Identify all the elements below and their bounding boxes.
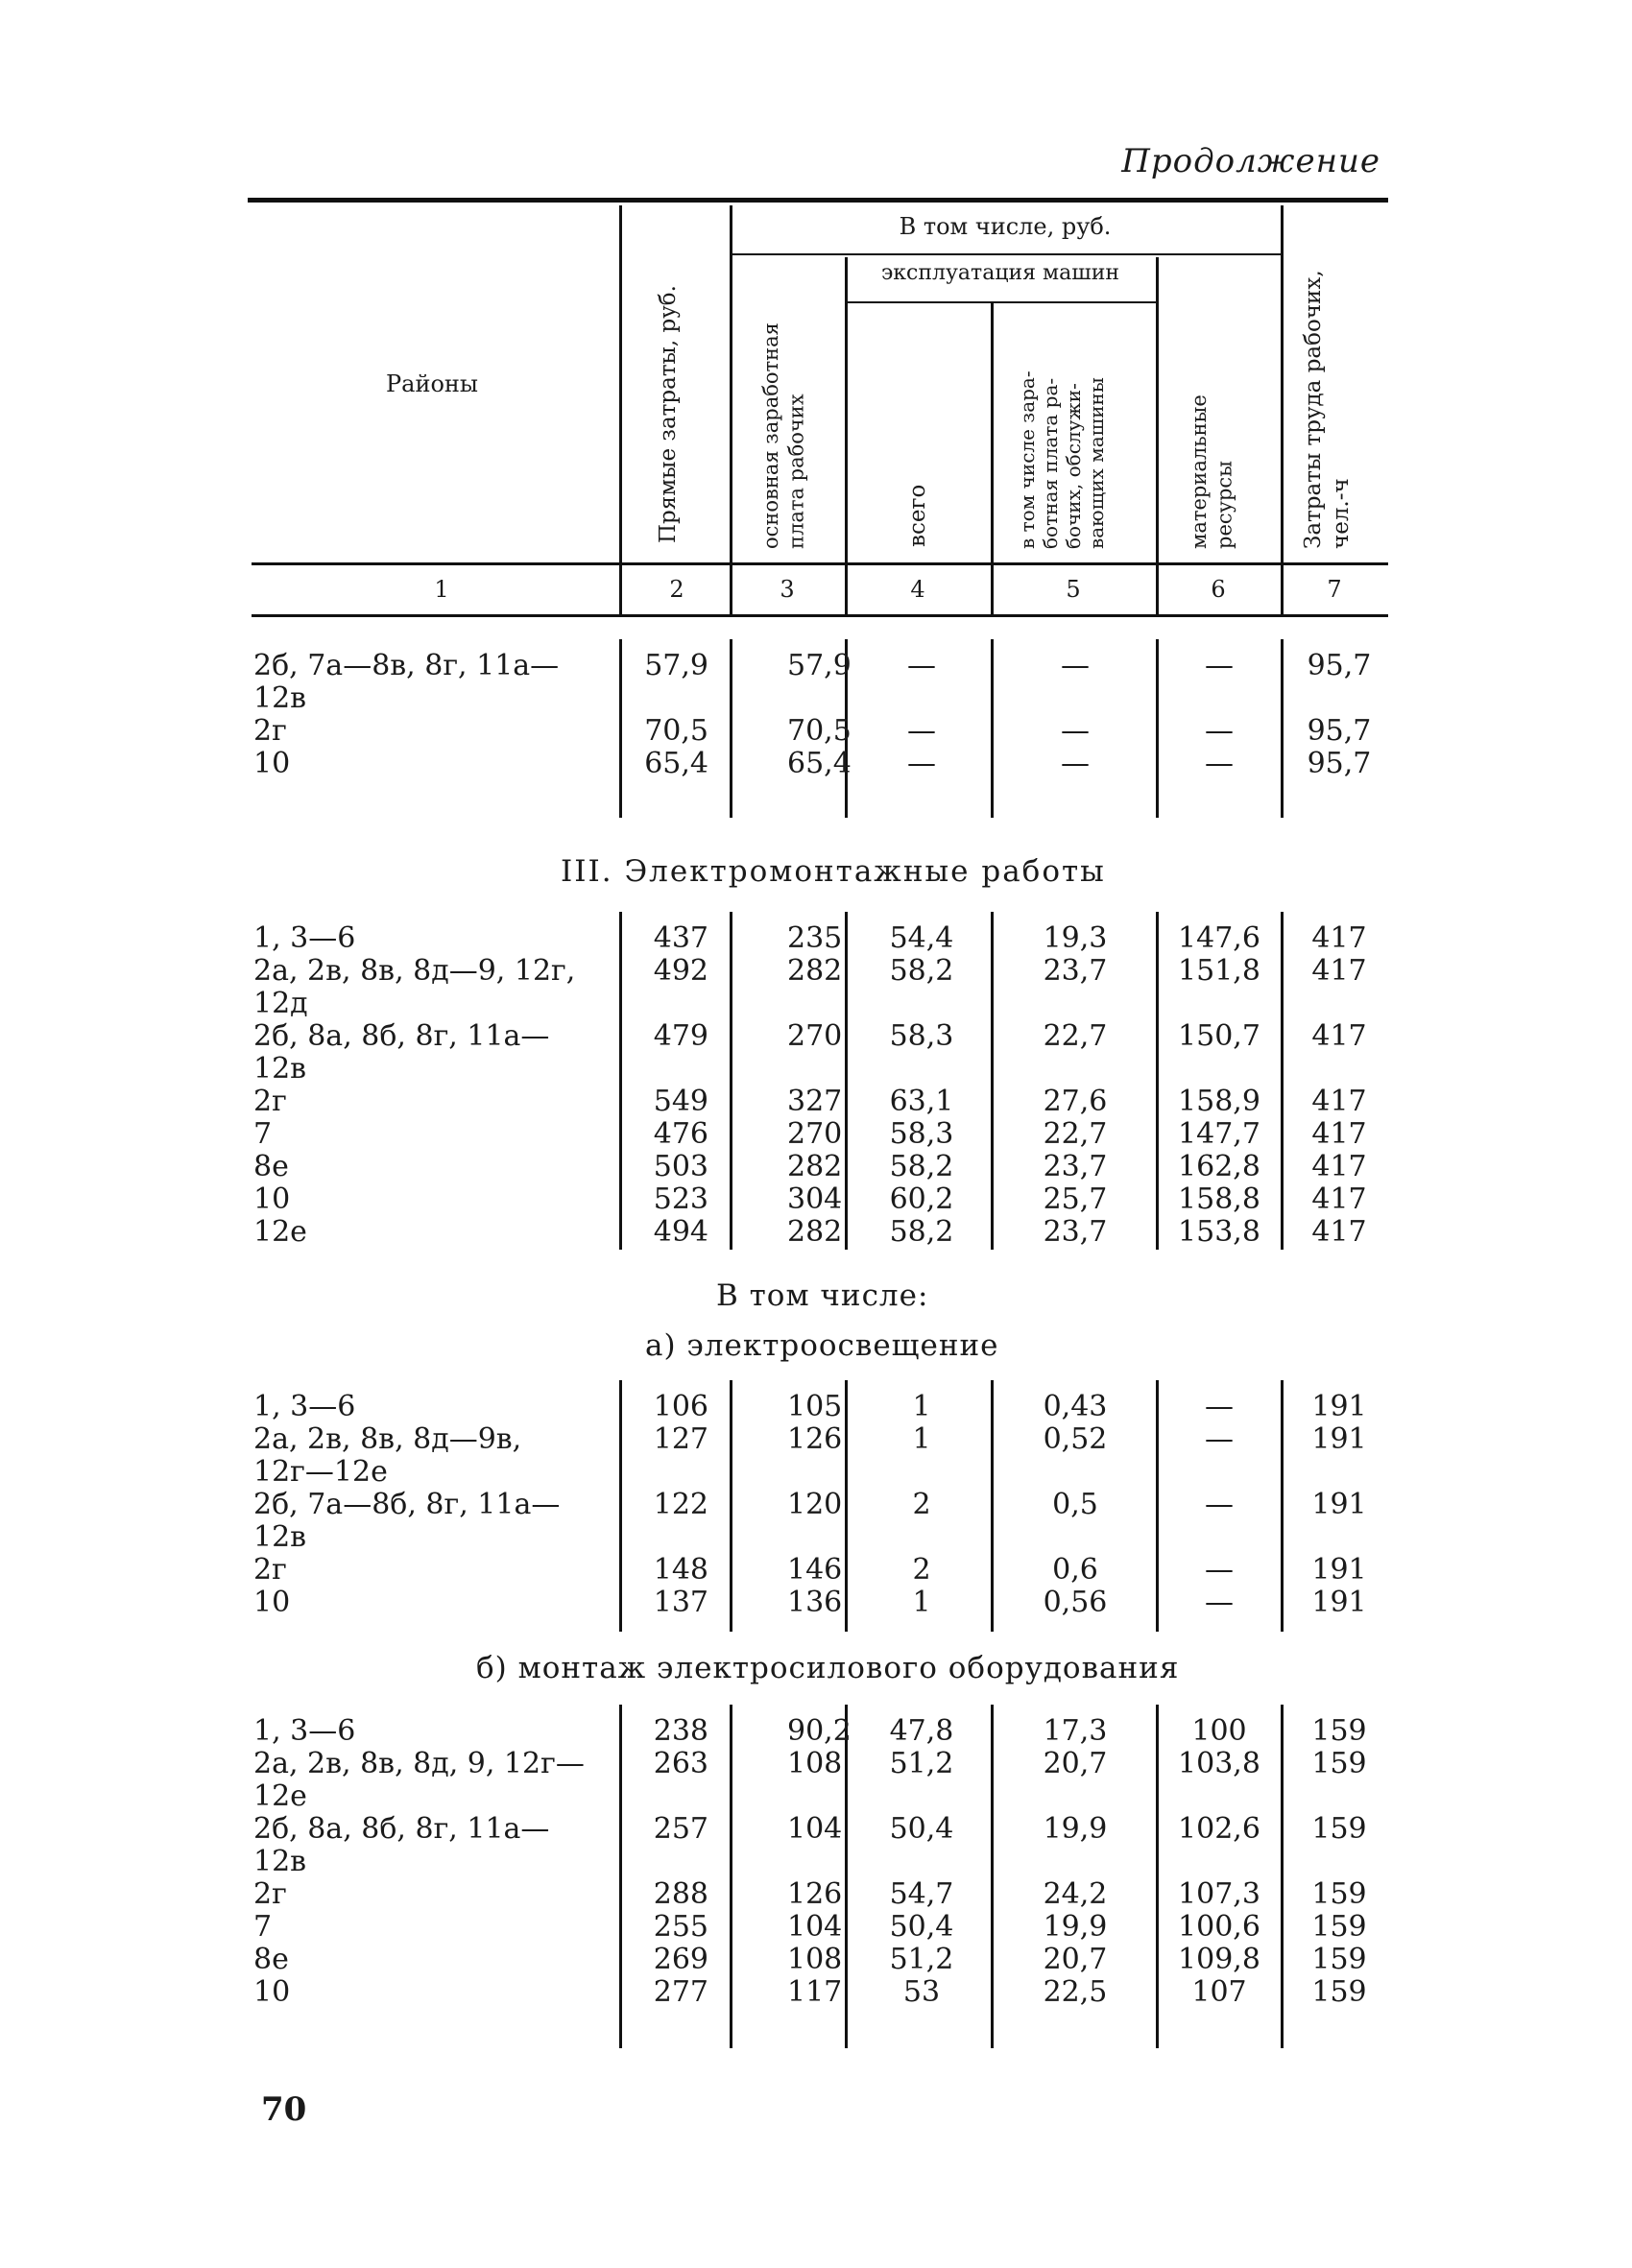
value-cell-c2: 57,9 — [644, 649, 708, 682]
value-cell-c3: 120 — [787, 1488, 843, 1521]
value-cell-c2: 523 — [653, 1182, 708, 1216]
value-cell-c7: 191 — [1311, 1553, 1367, 1587]
header-materials: материальные ресурсы — [1188, 394, 1236, 549]
section-title: III. Электромонтажные работы — [561, 854, 1106, 889]
value-cell-c3: 126 — [787, 1422, 843, 1456]
column-number: 1 — [434, 576, 449, 603]
value-cell-c5: — — [1061, 649, 1090, 682]
value-cell-c4: 58,3 — [889, 1019, 954, 1053]
value-cell-c6: 150,7 — [1178, 1019, 1260, 1053]
value-cell-c5: 23,7 — [1043, 1215, 1108, 1249]
value-cell-c2: 238 — [653, 1714, 708, 1748]
region-cell-continuation: 12в — [253, 1052, 307, 1086]
header-group-main: В том числе, руб. — [899, 213, 1112, 240]
column-divider — [730, 1380, 732, 1632]
group-rule — [730, 253, 1281, 255]
value-cell-c2: 106 — [653, 1390, 708, 1423]
region-cell-continuation: 12в — [253, 681, 307, 715]
subgroup-rule — [845, 301, 1156, 303]
value-cell-c7: 417 — [1311, 1085, 1367, 1118]
value-cell-c4: 51,2 — [889, 1747, 954, 1780]
value-cell-c2: 503 — [653, 1150, 708, 1183]
value-cell-c5: 23,7 — [1043, 1150, 1108, 1183]
value-cell-c6: — — [1205, 1553, 1234, 1587]
value-cell-c6: — — [1205, 714, 1234, 748]
value-cell-c5: 0,43 — [1043, 1390, 1108, 1423]
header-direct-costs: Прямые затраты, руб. — [656, 285, 681, 543]
value-cell-c4: 50,4 — [889, 1910, 954, 1944]
subsection-title: а) электроосвещение — [645, 1328, 999, 1363]
value-cell-c4: 54,7 — [889, 1877, 954, 1911]
region-cell: 2б, 8а, 8б, 8г, 11а— — [253, 1019, 550, 1053]
value-cell-c3: 282 — [787, 1215, 843, 1249]
value-cell-c4: 51,2 — [889, 1943, 954, 1976]
value-cell-c3: 108 — [787, 1747, 843, 1780]
region-cell: 2б, 7а—8б, 8г, 11а— — [253, 1488, 561, 1521]
header-regions: Районы — [386, 370, 478, 397]
value-cell-c7: 159 — [1311, 1943, 1367, 1976]
region-cell: 1, 3—6 — [253, 1390, 356, 1423]
region-cell: 1, 3—6 — [253, 921, 356, 955]
region-cell-continuation: 12д — [253, 987, 308, 1020]
value-cell-c7: 191 — [1311, 1488, 1367, 1521]
value-cell-c4: 47,8 — [889, 1714, 954, 1748]
value-cell-c5: 27,6 — [1043, 1085, 1108, 1118]
value-cell-c3: 70,5 — [787, 714, 852, 748]
header-wages: основная заработная плата рабочих — [759, 322, 808, 549]
value-cell-c7: 417 — [1311, 1150, 1367, 1183]
value-cell-c5: 17,3 — [1043, 1714, 1108, 1748]
value-cell-c4: 60,2 — [889, 1182, 954, 1216]
value-cell-c6: — — [1205, 1390, 1234, 1423]
value-cell-c7: 191 — [1311, 1422, 1367, 1456]
value-cell-c7: 417 — [1311, 954, 1367, 988]
value-cell-c2: 148 — [653, 1553, 708, 1587]
value-cell-c7: 159 — [1311, 1714, 1367, 1748]
value-cell-c2: 255 — [653, 1910, 708, 1944]
value-cell-c5: 19,3 — [1043, 921, 1108, 955]
value-cell-c7: 417 — [1311, 1019, 1367, 1053]
value-cell-c4: 58,2 — [889, 1215, 954, 1249]
header-machine-wages: в том числе зара- ботная плата ра- бочих, обслужи- вающих машины — [1016, 370, 1108, 549]
value-cell-c7: 95,7 — [1307, 714, 1372, 748]
value-cell-c4: 63,1 — [889, 1085, 954, 1118]
value-cell-c7: 159 — [1311, 1975, 1367, 2009]
value-cell-c2: 70,5 — [644, 714, 708, 748]
region-cell-continuation: 12в — [253, 1520, 307, 1554]
value-cell-c7: 417 — [1311, 921, 1367, 955]
value-cell-c6: — — [1205, 747, 1234, 780]
value-cell-c5: 19,9 — [1043, 1812, 1108, 1846]
header-divider — [619, 205, 622, 616]
value-cell-c4: 58,2 — [889, 954, 954, 988]
column-divider — [991, 1705, 994, 2048]
value-cell-c6: — — [1205, 1488, 1234, 1521]
value-cell-c5: 0,56 — [1043, 1586, 1108, 1619]
value-cell-c6: 158,8 — [1178, 1182, 1260, 1216]
region-cell: 12е — [253, 1215, 307, 1249]
value-cell-c6: 109,8 — [1178, 1943, 1260, 1976]
value-cell-c4: 58,2 — [889, 1150, 954, 1183]
column-number: 2 — [669, 576, 684, 603]
value-cell-c5: 22,5 — [1043, 1975, 1108, 2009]
value-cell-c3: 104 — [787, 1812, 843, 1846]
value-cell-c4: 1 — [912, 1586, 931, 1619]
region-cell: 2г — [253, 1085, 287, 1118]
value-cell-c5: — — [1061, 714, 1090, 748]
region-cell-continuation: 12г—12е — [253, 1455, 388, 1489]
column-divider — [991, 639, 994, 818]
header-top-rule — [248, 198, 1388, 203]
value-cell-c6: 102,6 — [1178, 1812, 1260, 1846]
column-number: 3 — [780, 576, 795, 603]
value-cell-c3: 117 — [787, 1975, 843, 2009]
value-cell-c2: 437 — [653, 921, 708, 955]
column-divider — [730, 1705, 732, 2048]
value-cell-c3: 327 — [787, 1085, 843, 1118]
header-group-machines: эксплуатация машин — [880, 261, 1120, 285]
value-cell-c2: 494 — [653, 1215, 708, 1249]
value-cell-c2: 479 — [653, 1019, 708, 1053]
value-cell-c6: — — [1205, 1422, 1234, 1456]
column-number: 5 — [1066, 576, 1081, 603]
column-divider — [845, 912, 848, 1250]
value-cell-c7: 95,7 — [1307, 649, 1372, 682]
value-cell-c3: 57,9 — [787, 649, 852, 682]
value-cell-c5: 0,6 — [1052, 1553, 1098, 1587]
header-divider — [845, 257, 848, 616]
value-cell-c6: 107,3 — [1178, 1877, 1260, 1911]
column-divider — [845, 1705, 848, 2048]
region-cell: 8е — [253, 1150, 289, 1183]
region-cell: 1, 3—6 — [253, 1714, 356, 1748]
header-labor: Затраты труда рабочих, чел.-ч — [1301, 270, 1354, 549]
value-cell-c6: 107 — [1191, 1975, 1247, 2009]
value-cell-c3: 304 — [787, 1182, 843, 1216]
value-cell-c5: 19,9 — [1043, 1910, 1108, 1944]
value-cell-c6: — — [1205, 649, 1234, 682]
value-cell-c2: 549 — [653, 1085, 708, 1118]
value-cell-c3: 104 — [787, 1910, 843, 1944]
header-bottom-rule — [252, 562, 1388, 565]
region-cell: 2б, 7а—8в, 8г, 11а— — [253, 649, 560, 682]
value-cell-c6: 151,8 — [1178, 954, 1260, 988]
value-cell-c4: 1 — [912, 1422, 931, 1456]
value-cell-c4: 2 — [912, 1488, 931, 1521]
value-cell-c7: 159 — [1311, 1910, 1367, 1944]
value-cell-c5: 0,5 — [1052, 1488, 1098, 1521]
value-cell-c7: 417 — [1311, 1182, 1367, 1216]
value-cell-c7: 191 — [1311, 1586, 1367, 1619]
region-cell: 7 — [253, 1117, 273, 1151]
value-cell-c2: 65,4 — [644, 747, 708, 780]
value-cell-c2: 269 — [653, 1943, 708, 1976]
value-cell-c7: 191 — [1311, 1390, 1367, 1423]
value-cell-c4: — — [907, 747, 936, 780]
value-cell-c5: 25,7 — [1043, 1182, 1108, 1216]
value-cell-c4: 54,4 — [889, 921, 954, 955]
value-cell-c2: 122 — [653, 1488, 708, 1521]
value-cell-c5: — — [1061, 747, 1090, 780]
column-number: 7 — [1327, 576, 1342, 603]
region-cell: 10 — [253, 747, 291, 780]
region-cell: 2а, 2в, 8в, 8д—9в, — [253, 1422, 522, 1456]
column-number: 4 — [910, 576, 925, 603]
column-divider — [991, 1380, 994, 1632]
value-cell-c3: 146 — [787, 1553, 843, 1587]
value-cell-c7: 417 — [1311, 1117, 1367, 1151]
value-cell-c2: 288 — [653, 1877, 708, 1911]
value-cell-c7: 159 — [1311, 1812, 1367, 1846]
value-cell-c2: 137 — [653, 1586, 708, 1619]
value-cell-c6: 147,7 — [1178, 1117, 1260, 1151]
subsection-title: б) монтаж электросилового оборудования — [476, 1651, 1180, 1685]
value-cell-c3: 270 — [787, 1117, 843, 1151]
value-cell-c2: 476 — [653, 1117, 708, 1151]
value-cell-c5: 20,7 — [1043, 1747, 1108, 1780]
value-cell-c4: — — [907, 649, 936, 682]
region-cell: 2г — [253, 1553, 287, 1587]
region-cell: 2а, 2в, 8в, 8д, 9, 12г— — [253, 1747, 585, 1780]
value-cell-c5: 23,7 — [1043, 954, 1108, 988]
value-cell-c5: 22,7 — [1043, 1117, 1108, 1151]
value-cell-c6: 147,6 — [1178, 921, 1260, 955]
column-number-rule — [252, 614, 1388, 617]
value-cell-c3: 235 — [787, 921, 843, 955]
value-cell-c3: 136 — [787, 1586, 843, 1619]
header-total: всего — [905, 484, 930, 547]
value-cell-c6: 162,8 — [1178, 1150, 1260, 1183]
value-cell-c7: 159 — [1311, 1747, 1367, 1780]
value-cell-c3: 105 — [787, 1390, 843, 1423]
value-cell-c5: 20,7 — [1043, 1943, 1108, 1976]
region-cell: 10 — [253, 1182, 291, 1216]
value-cell-c2: 257 — [653, 1812, 708, 1846]
column-divider — [730, 639, 732, 818]
value-cell-c6: 158,9 — [1178, 1085, 1260, 1118]
column-number: 6 — [1211, 576, 1226, 603]
value-cell-c6: 103,8 — [1178, 1747, 1260, 1780]
region-cell: 10 — [253, 1975, 291, 2009]
page-number: 70 — [261, 2090, 307, 2129]
value-cell-c7: 417 — [1311, 1215, 1367, 1249]
value-cell-c6: — — [1205, 1586, 1234, 1619]
value-cell-c7: 95,7 — [1307, 747, 1372, 780]
value-cell-c3: 282 — [787, 1150, 843, 1183]
column-divider — [845, 1380, 848, 1632]
value-cell-c6: 153,8 — [1178, 1215, 1260, 1249]
value-cell-c7: 159 — [1311, 1877, 1367, 1911]
region-cell-continuation: 12е — [253, 1779, 307, 1813]
value-cell-c4: 50,4 — [889, 1812, 954, 1846]
continuation-label: Продолжение — [1121, 142, 1380, 180]
value-cell-c3: 270 — [787, 1019, 843, 1053]
region-cell: 7 — [253, 1910, 273, 1944]
region-cell: 8е — [253, 1943, 289, 1976]
region-cell: 2г — [253, 714, 287, 748]
value-cell-c5: 0,52 — [1043, 1422, 1108, 1456]
header-divider — [991, 303, 994, 616]
value-cell-c4: — — [907, 714, 936, 748]
header-divider — [730, 205, 732, 616]
value-cell-c3: 108 — [787, 1943, 843, 1976]
value-cell-c5: 22,7 — [1043, 1019, 1108, 1053]
value-cell-c2: 277 — [653, 1975, 708, 2009]
value-cell-c5: 24,2 — [1043, 1877, 1108, 1911]
value-cell-c2: 127 — [653, 1422, 708, 1456]
value-cell-c4: 2 — [912, 1553, 931, 1587]
column-divider — [730, 912, 732, 1250]
value-cell-c4: 58,3 — [889, 1117, 954, 1151]
region-cell: 2б, 8а, 8б, 8г, 11а— — [253, 1812, 550, 1846]
value-cell-c6: 100 — [1191, 1714, 1247, 1748]
region-cell: 2г — [253, 1877, 287, 1911]
value-cell-c3: 90,2 — [787, 1714, 852, 1748]
value-cell-c3: 282 — [787, 954, 843, 988]
header-divider — [1281, 205, 1284, 616]
value-cell-c6: 100,6 — [1178, 1910, 1260, 1944]
region-cell-continuation: 12в — [253, 1845, 307, 1878]
header-divider — [1156, 257, 1159, 616]
value-cell-c4: 1 — [912, 1390, 931, 1423]
region-cell: 2а, 2в, 8в, 8д—9, 12г, — [253, 954, 576, 988]
subsection-intro: В том числе: — [716, 1278, 929, 1313]
value-cell-c4: 53 — [902, 1975, 941, 2009]
value-cell-c2: 263 — [653, 1747, 708, 1780]
region-cell: 10 — [253, 1586, 291, 1619]
value-cell-c2: 492 — [653, 954, 708, 988]
value-cell-c3: 126 — [787, 1877, 843, 1911]
value-cell-c3: 65,4 — [787, 747, 852, 780]
column-divider — [991, 912, 994, 1250]
